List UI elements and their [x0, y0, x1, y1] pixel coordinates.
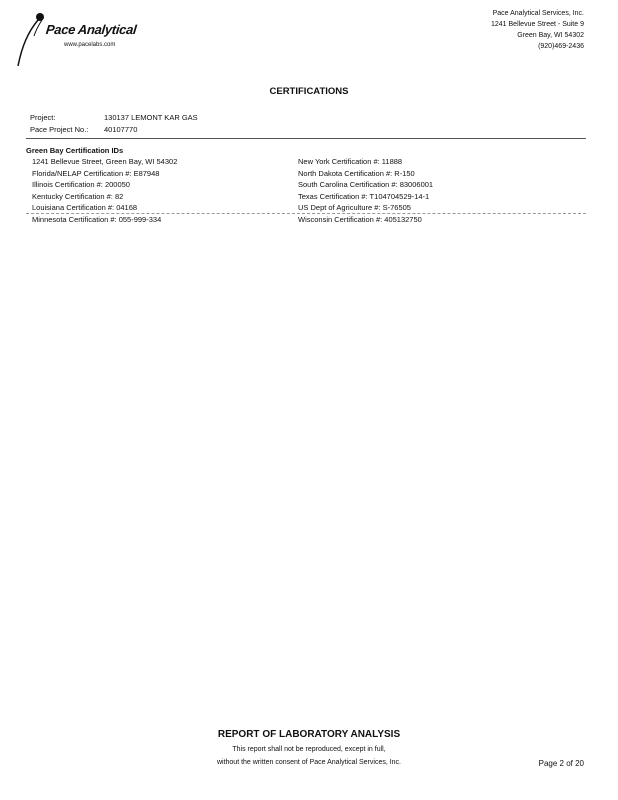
logo-text: Pace Analytical	[45, 22, 138, 37]
logo-swoosh-icon	[14, 8, 54, 68]
divider	[26, 213, 586, 214]
list-item: North Dakota Certification #: R-150	[298, 168, 415, 178]
list-item: US Dept of Agriculture #: S-76505	[298, 203, 411, 212]
company-address	[491, 8, 584, 52]
project-no-label: Pace Project No.:	[30, 125, 89, 134]
list-item: Louisiana Certification #: 04168	[32, 203, 138, 212]
certification-list-right	[298, 156, 433, 225]
list-item: Illinois Certification #: 200050	[32, 180, 130, 189]
footer-disclaimer: This report shall not be reproduced, except in full,	[232, 746, 386, 753]
company-name: Pace Analytical Services, Inc.	[492, 10, 584, 17]
footer-title: REPORT OF LABORATORY ANALYSIS	[217, 729, 401, 740]
list-item: South Carolina Certification #: 83006001	[298, 180, 434, 189]
project-value: 130137 LEMONT KAR GAS	[104, 113, 198, 122]
list-item: Florida/NELAP Certification #: E87948	[32, 168, 160, 178]
list-item: Wisconsin Certification #: 405132750	[298, 214, 422, 224]
list-item: New York Certification #: 11888	[298, 157, 403, 166]
page-title: CERTIFICATIONS	[269, 86, 349, 97]
list-item: Texas Certification #: T104704529-14-1	[298, 191, 430, 201]
logo-url: www.pacelabs.com	[64, 42, 116, 48]
pace-logo	[14, 8, 144, 68]
list-item: Kentucky Certification #: 82	[32, 191, 124, 201]
company-city: Green Bay, WI 54302	[517, 32, 584, 39]
list-item: 1241 Bellevue Street, Green Bay, WI 54302	[32, 157, 178, 166]
project-no-value: 40107770	[104, 125, 138, 134]
footer-disclaimer: without the written consent of Pace Analytical Services, Inc.	[216, 759, 402, 766]
company-phone: (920)469-2436	[538, 43, 584, 50]
list-item: Minnesota Certification #: 055-999-334	[32, 214, 162, 224]
divider	[26, 138, 586, 139]
project-label: Project:	[30, 113, 56, 122]
page-number: Page 2 of 20	[538, 759, 584, 768]
certification-list-left	[32, 156, 177, 225]
certification-heading: Green Bay Certification IDs	[26, 146, 124, 155]
company-street: 1241 Bellevue Street - Suite 9	[490, 21, 584, 28]
